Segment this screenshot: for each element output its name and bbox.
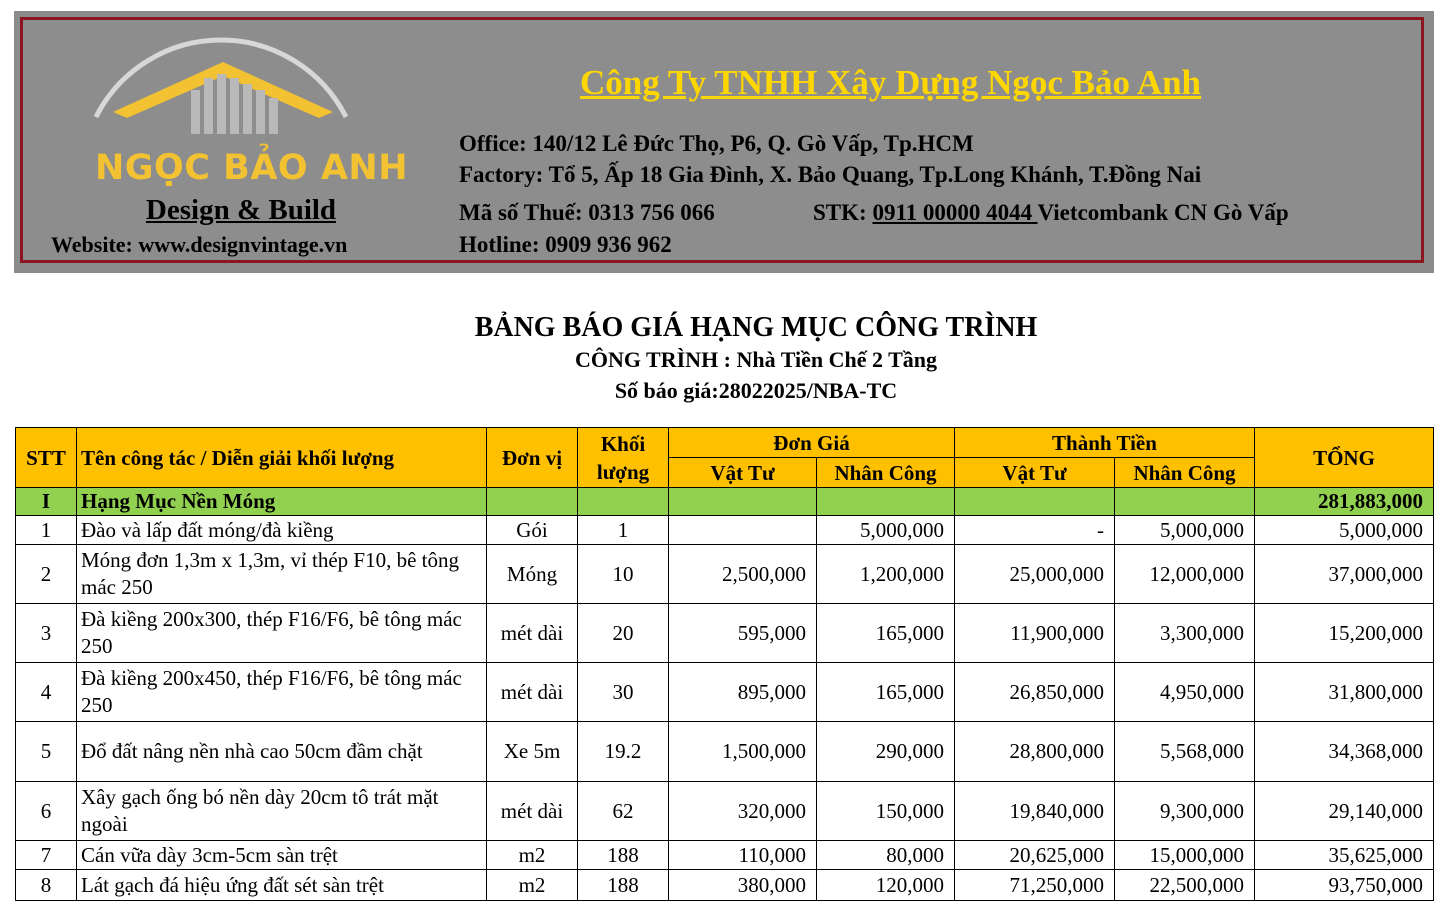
row-amount-material: 25,000,000 — [955, 545, 1115, 604]
row-amount-material: 28,800,000 — [955, 722, 1115, 782]
row-amount-material: 26,850,000 — [955, 663, 1115, 722]
row-price-material: 1,500,000 — [669, 722, 817, 782]
quote-number: Số báo giá:28022025/NBA-TC — [614, 378, 898, 403]
header-amount-material: Vật Tư — [955, 458, 1115, 488]
row-amount-material: 19,840,000 — [955, 782, 1115, 841]
row-unit: Móng — [487, 545, 578, 604]
row-stt: 1 — [16, 516, 77, 545]
row-amount-labor: 5,568,000 — [1115, 722, 1255, 782]
row-stt: 6 — [16, 782, 77, 841]
table-row — [16, 545, 1434, 604]
row-amount-material: 71,250,000 — [955, 870, 1115, 901]
row-price-labor: 165,000 — [817, 663, 955, 722]
row-total: 29,140,000 — [1255, 782, 1434, 841]
row-name: Đào và lấp đất móng/đà kiềng — [77, 516, 487, 545]
table-row — [16, 870, 1434, 901]
stk-account-number: 0911 00000 4044 — [872, 200, 1038, 225]
row-stt: 4 — [16, 663, 77, 722]
row-total: 5,000,000 — [1255, 516, 1434, 545]
stk-label: STK: — [813, 200, 873, 225]
table-row — [16, 516, 1434, 545]
bank-account — [813, 200, 1289, 226]
logo-text: NGỌC BẢO ANH — [95, 148, 409, 188]
company-header-banner — [14, 11, 1434, 273]
header-price-material: Vật Tư — [669, 458, 817, 488]
row-amount-material: 11,900,000 — [955, 604, 1115, 663]
row-qty: 20 — [578, 604, 669, 663]
row-unit: Xe 5m — [487, 722, 578, 782]
table-body — [16, 516, 1434, 901]
row-amount-labor: 12,000,000 — [1115, 545, 1255, 604]
project-title: CÔNG TRÌNH : Nhà Tiền Chế 2 Tầng — [574, 347, 938, 372]
section-total: 281,883,000 — [1255, 488, 1434, 516]
row-total: 34,368,000 — [1255, 722, 1434, 782]
stk-bank: Vietcombank CN Gò Vấp — [1037, 200, 1289, 225]
table-row — [16, 604, 1434, 663]
row-total: 31,800,000 — [1255, 663, 1434, 722]
row-name: Cán vữa dày 3cm-5cm sàn trệt — [77, 841, 487, 870]
row-name: Lát gạch đá hiệu ứng đất sét sàn trệt — [77, 870, 487, 901]
row-price-material: 2,500,000 — [669, 545, 817, 604]
row-total: 37,000,000 — [1255, 545, 1434, 604]
row-qty: 188 — [578, 841, 669, 870]
banner-frame — [20, 17, 1424, 263]
website-text: Website: www.designvintage.vn — [51, 232, 348, 257]
row-unit: Gói — [487, 516, 578, 545]
row-qty: 10 — [578, 545, 669, 604]
row-qty: 188 — [578, 870, 669, 901]
row-unit: mét dài — [487, 663, 578, 722]
row-amount-labor: 5,000,000 — [1115, 516, 1255, 545]
row-amount-material: - — [955, 516, 1115, 545]
header-qty: Khối lượng — [578, 428, 669, 488]
row-price-labor: 5,000,000 — [817, 516, 955, 545]
row-price-material: 110,000 — [669, 841, 817, 870]
row-stt: 2 — [16, 545, 77, 604]
row-price-material: 595,000 — [669, 604, 817, 663]
row-total: 15,200,000 — [1255, 604, 1434, 663]
row-qty: 19.2 — [578, 722, 669, 782]
company-logo — [71, 32, 371, 152]
header-name: Tên công tác / Diễn giải khối lượng — [77, 428, 487, 488]
row-price-labor: 290,000 — [817, 722, 955, 782]
row-unit: mét dài — [487, 782, 578, 841]
row-name: Đổ đất nâng nền nhà cao 50cm đầm chặt — [77, 722, 487, 782]
row-amount-material: 20,625,000 — [955, 841, 1115, 870]
row-qty: 62 — [578, 782, 669, 841]
header-total: TỔNG — [1255, 428, 1434, 488]
row-total: 93,750,000 — [1255, 870, 1434, 901]
tagline: Design & Build — [145, 194, 337, 226]
row-name: Đà kiềng 200x300, thép F16/F6, bê tông mác 250 — [77, 604, 487, 663]
header-unit: Đơn vị — [487, 428, 578, 488]
row-stt: 7 — [16, 841, 77, 870]
row-amount-labor: 22,500,000 — [1115, 870, 1255, 901]
hotline: Hotline: 0909 936 962 — [459, 232, 672, 257]
quote-title: BẢNG BÁO GIÁ HẠNG MỤC CÔNG TRÌNH — [474, 312, 1038, 343]
row-stt: 3 — [16, 604, 77, 663]
table-row — [16, 722, 1434, 782]
row-qty: 30 — [578, 663, 669, 722]
row-price-labor: 1,200,000 — [817, 545, 955, 604]
row-price-material: 320,000 — [669, 782, 817, 841]
section-stt: I — [16, 488, 77, 516]
header-amount-labor: Nhân Công — [1115, 458, 1255, 488]
row-price-labor: 150,000 — [817, 782, 955, 841]
header-unit-price: Đơn Giá — [669, 428, 955, 458]
row-amount-labor: 9,300,000 — [1115, 782, 1255, 841]
row-unit: mét dài — [487, 604, 578, 663]
row-price-labor: 120,000 — [817, 870, 955, 901]
row-qty: 1 — [578, 516, 669, 545]
section-name: Hạng Mục Nền Móng — [77, 488, 487, 516]
section-row — [16, 488, 1434, 516]
row-stt: 8 — [16, 870, 77, 901]
row-name: Xây gạch ống bó nền dày 20cm tô trát mặt ngoài — [77, 782, 487, 841]
header-price-labor: Nhân Công — [817, 458, 955, 488]
factory-address: Factory: Tổ 5, Ấp 18 Gia Đình, X. Bảo Quang, Tp.Long Khánh, T.Đồng Nai — [459, 162, 1202, 187]
row-unit: m2 — [487, 841, 578, 870]
header-amount: Thành Tiền — [955, 428, 1255, 458]
row-price-labor: 80,000 — [817, 841, 955, 870]
row-name: Móng đơn 1,3m x 1,3m, vỉ thép F10, bê tông mác 250 — [77, 545, 487, 604]
row-price-material — [669, 516, 817, 545]
header-stt: STT — [16, 428, 77, 488]
office-address: Office: 140/12 Lê Đức Thọ, P6, Q. Gò Vấp, Tp.HCM — [459, 131, 974, 156]
row-amount-labor: 4,950,000 — [1115, 663, 1255, 722]
tax-code: Mã số Thuế: 0313 756 066 — [459, 200, 715, 225]
table-row — [16, 663, 1434, 722]
row-price-labor: 165,000 — [817, 604, 955, 663]
row-price-material: 380,000 — [669, 870, 817, 901]
quotation-table — [15, 427, 1434, 901]
row-amount-labor: 3,300,000 — [1115, 604, 1255, 663]
row-total: 35,625,000 — [1255, 841, 1434, 870]
row-unit: m2 — [487, 870, 578, 901]
table-row — [16, 841, 1434, 870]
row-name: Đà kiềng 200x450, thép F16/F6, bê tông mác 250 — [77, 663, 487, 722]
row-price-material: 895,000 — [669, 663, 817, 722]
company-name: Công Ty TNHH Xây Dựng Ngọc Bảo Anh — [580, 63, 1201, 102]
row-stt: 5 — [16, 722, 77, 782]
table-row — [16, 782, 1434, 841]
row-amount-labor: 15,000,000 — [1115, 841, 1255, 870]
